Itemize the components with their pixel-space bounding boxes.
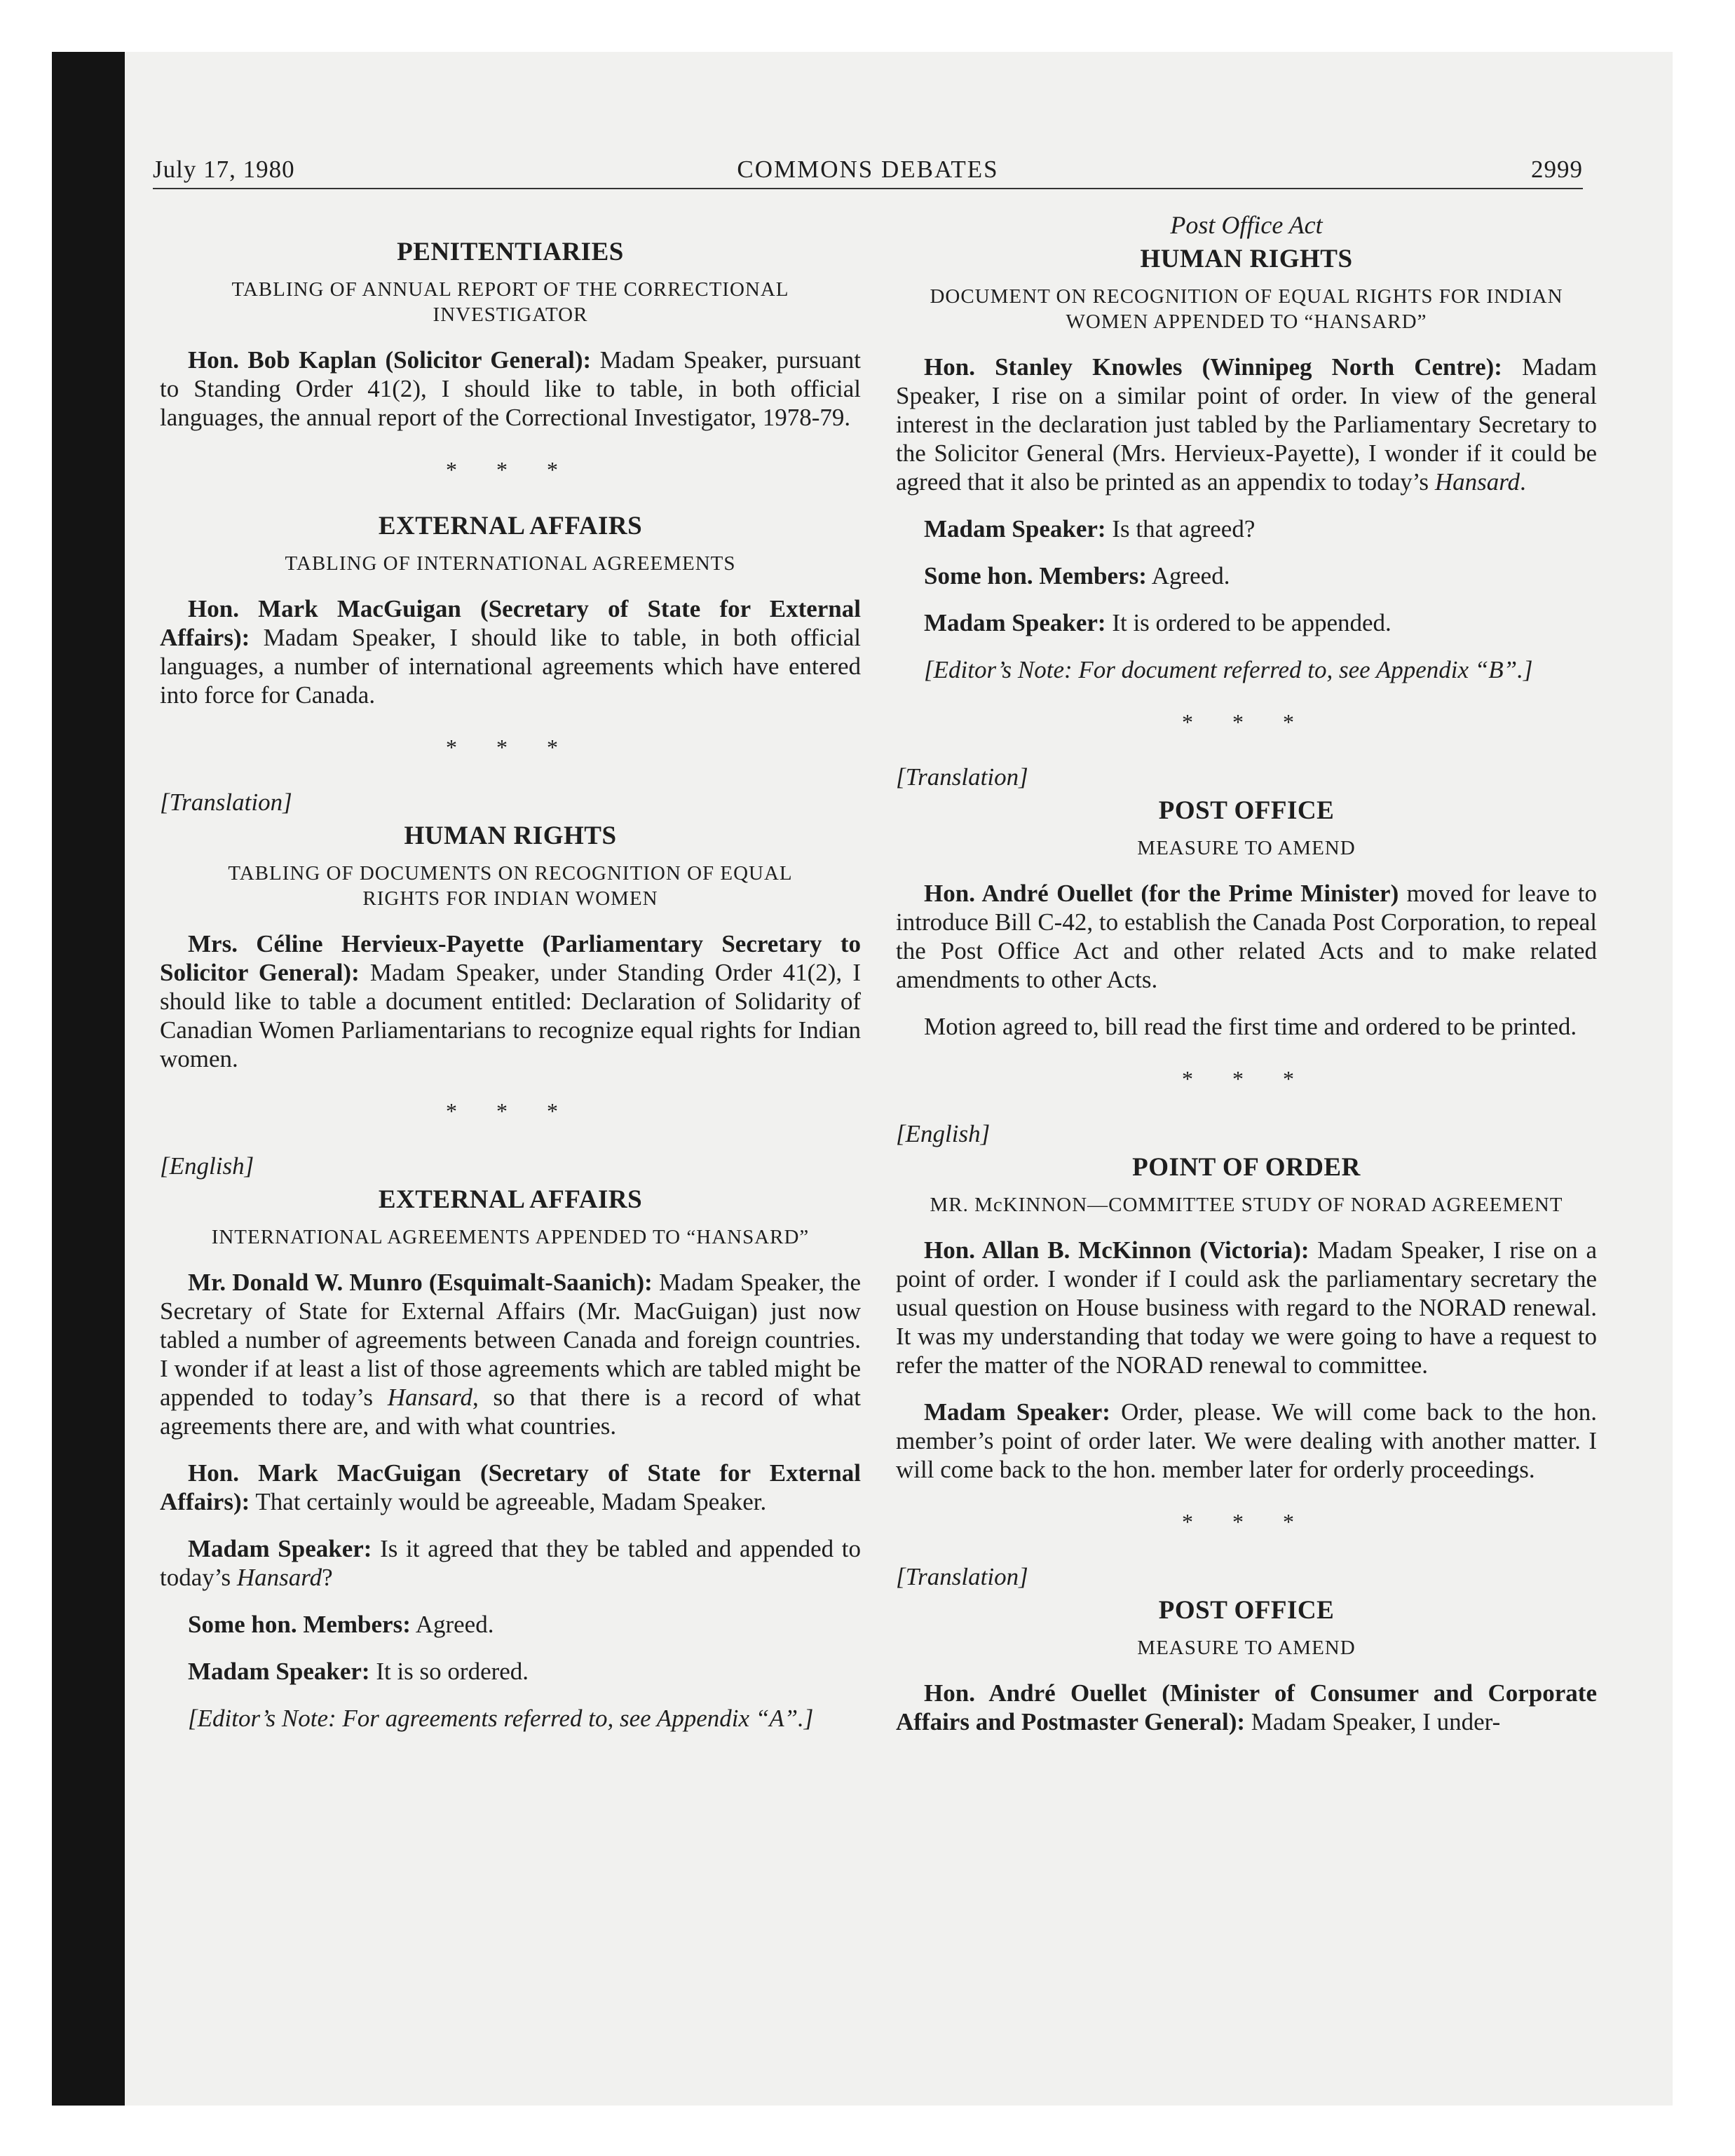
language-tag: [English] — [896, 1120, 991, 1147]
section-title-external-affairs: EXTERNAL AFFAIRS — [378, 512, 643, 540]
speech-text: ? — [322, 1564, 333, 1591]
section-separator: * * * — [446, 735, 575, 760]
section-subheading: DOCUMENT ON RECOGNITION OF EQUAL RIGHTS FOR INDIAN WOMEN APPENDED TO “HANSARD” — [930, 285, 1563, 333]
speech-paragraph — [896, 1679, 1597, 1736]
section-title-penitentiaries: PENITENTIARIES — [397, 238, 624, 266]
editors-note: [Editor’s Note: For agreements referred to, see Appendix “A”.] — [188, 1705, 814, 1732]
speech-paragraph — [896, 561, 1597, 590]
speech-paragraph — [160, 1657, 861, 1686]
speaker-name: Madam Speaker: — [188, 1535, 372, 1562]
speaker-name: Hon. Bob Kaplan (Solicitor General): — [188, 346, 592, 374]
left-column — [160, 198, 861, 1751]
section-separator: * * * — [1182, 1066, 1311, 1091]
editors-note: [Editor’s Note: For document referred to, see Appendix “B”.] — [924, 656, 1533, 683]
speech-text: Madam Speaker, I rise on a similar point of order. In view of the general interest in the declaration just tabled by the Parliamentary Secretary to the Solicitor General (Mrs. Hervieux-Payette), I wonder if it could be agreed that it also be printed as an appendix to today’s — [896, 353, 1597, 496]
speaker-name: Hon. Stanley Knowles (Winnipeg North Centre): — [924, 353, 1502, 381]
header-date: July 17, 1980 — [153, 156, 295, 183]
speech-paragraph — [896, 1398, 1597, 1484]
speaker-name: Mrs. Céline Hervieux-Payette (Parliamentary Secretary to Solicitor General): — [160, 930, 861, 986]
section-subheading: INTERNATIONAL AGREEMENTS APPENDED TO “HANSARD” — [211, 1226, 810, 1248]
speaker-name: Hon. André Ouellet (for the Prime Minister) — [924, 880, 1399, 907]
section-separator: * * * — [446, 457, 575, 482]
speech-text: Madam Speaker, I should like to table, in both official languages, a number of international agreements which have entered into force for Canada. — [160, 624, 861, 709]
speech-paragraph — [160, 1459, 861, 1516]
language-tag: [Translation] — [896, 763, 1028, 791]
speech-paragraph — [896, 1236, 1597, 1379]
speaker-name: Some hon. Members: — [188, 1611, 411, 1638]
speaker-name: Madam Speaker: — [924, 515, 1106, 543]
language-tag: [Translation] — [896, 1563, 1028, 1590]
speaker-name: Madam Speaker: — [188, 1658, 370, 1685]
speaker-name: Madam Speaker: — [924, 1398, 1110, 1426]
section-title-human-rights: HUMAN RIGHTS — [404, 821, 617, 850]
speech-text: moved for leave to introduce Bill C-42, to establish the Canada Post Corporation, to repeal the Post Office Act and other related Acts and to make related amendments to other Acts. — [896, 880, 1598, 993]
hansard-title: Hansard — [387, 1384, 472, 1411]
section-title-post-office: POST OFFICE — [1158, 796, 1335, 825]
speech-text: Order, please. We will come back to the hon. member’s point of order later. We were dealing with another matter. I will come back to the hon. member later for orderly proceedings. — [896, 1398, 1597, 1483]
speaker-name: Madam Speaker: — [924, 609, 1106, 636]
speech-paragraph: Motion agreed to, bill read the first time and ordered to be printed. — [924, 1013, 1577, 1040]
section-separator: * * * — [446, 1098, 575, 1124]
speaker-name: Mr. Donald W. Munro (Esquimalt-Saanich): — [188, 1269, 653, 1296]
speech-paragraph — [160, 1610, 861, 1639]
speech-paragraph — [160, 1268, 861, 1440]
speech-text: It is so ordered. — [369, 1658, 529, 1685]
section-subheading: MR. McKINNON—COMMITTEE STUDY OF NORAD AGREEMENT — [930, 1194, 1563, 1216]
speaker-name: Hon. Mark MacGuigan (Secretary of State for External Affairs): — [160, 1459, 861, 1515]
speech-text: Agreed. — [410, 1611, 494, 1638]
speech-paragraph — [896, 608, 1597, 637]
section-subheading: TABLING OF DOCUMENTS ON RECOGNITION OF EQUAL RIGHTS FOR INDIAN WOMEN — [228, 862, 793, 910]
speech-text: That certainly would be agreeable, Madam Speaker. — [250, 1488, 767, 1515]
speech-text: Is it agreed that they be tabled and appended to today’s — [160, 1535, 861, 1591]
header-publication: COMMONS DEBATES — [737, 156, 999, 183]
section-separator: * * * — [1182, 709, 1311, 735]
header-page-number: 2999 — [1531, 156, 1583, 183]
section-subheading: TABLING OF INTERNATIONAL AGREEMENTS — [285, 552, 736, 575]
section-subheading: MEASURE TO AMEND — [1137, 1637, 1356, 1659]
speech-text: Madam Speaker, the Secretary of State for External Affairs (Mr. MacGuigan) just now tabled a number of agreements between Canada and foreign countries. I wonder if at least a list of those agreements which are tabled might be appended to today’s — [160, 1269, 861, 1411]
speech-paragraph — [896, 879, 1597, 994]
hansard-title: Hansard — [1434, 468, 1520, 496]
section-title-post-office: POST OFFICE — [1158, 1596, 1335, 1625]
right-column — [896, 198, 1597, 1754]
section-title-human-rights: HUMAN RIGHTS — [1140, 245, 1353, 273]
section-subheading: MEASURE TO AMEND — [1137, 837, 1356, 859]
speech-text: Madam Speaker, I rise on a point of order. I wonder if I could ask the parliamentary secretary the usual question on House business with regard to the NORAD renewal. It was my understanding that today we were going to have a request to refer the matter of the NORAD renewal to committee. — [896, 1236, 1597, 1379]
speaker-name: Hon. Mark MacGuigan (Secretary of State for External Affairs): — [160, 595, 861, 651]
speech-paragraph — [896, 514, 1597, 543]
section-title-point-of-order: POINT OF ORDER — [1132, 1153, 1361, 1182]
speech-text: Madam Speaker, I under- — [1245, 1708, 1501, 1735]
speech-text: Madam Speaker, under Standing Order 41(2), I should like to table a document entitled: Declaration of Solidarity of Canadian Women Parliamentarians to recognize equal rights for Indian women. — [160, 959, 861, 1072]
speaker-name: Some hon. Members: — [924, 562, 1147, 589]
speech-paragraph — [160, 929, 861, 1073]
speaker-name: Hon. André Ouellet (Minister of Consumer and Corporate Affairs and Postmaster General): — [896, 1679, 1597, 1735]
language-tag: [English] — [160, 1152, 254, 1180]
section-subheading: TABLING OF ANNUAL REPORT OF THE CORRECTIONAL INVESTIGATOR — [231, 278, 789, 326]
speech-text: Agreed. — [1146, 562, 1230, 589]
hansard-title: Hansard — [236, 1564, 322, 1591]
scan-binding-edge — [52, 52, 125, 2106]
speech-paragraph — [160, 1534, 861, 1592]
act-title: Post Office Act — [1170, 211, 1323, 239]
speech-text: It is ordered to be appended. — [1105, 609, 1392, 636]
speech-paragraph — [160, 346, 861, 432]
speech-text: , so that there is a record of what agreements there are, and with what countries. — [160, 1384, 861, 1440]
section-title-external-affairs: EXTERNAL AFFAIRS — [378, 1185, 643, 1214]
speech-paragraph — [160, 594, 861, 709]
section-separator: * * * — [1182, 1509, 1311, 1534]
speech-text: Is that agreed? — [1105, 515, 1256, 543]
language-tag: [Translation] — [160, 789, 292, 816]
running-header — [153, 153, 1583, 189]
speech-text: . — [1520, 468, 1526, 496]
speech-paragraph — [896, 353, 1597, 496]
speech-text: Madam Speaker, pursuant to Standing Order 41(2), I should like to table, in both official languages, the annual report of the Correctional Investigator, 1978-79. — [160, 346, 862, 431]
speaker-name: Hon. Allan B. McKinnon (Victoria): — [924, 1236, 1309, 1264]
